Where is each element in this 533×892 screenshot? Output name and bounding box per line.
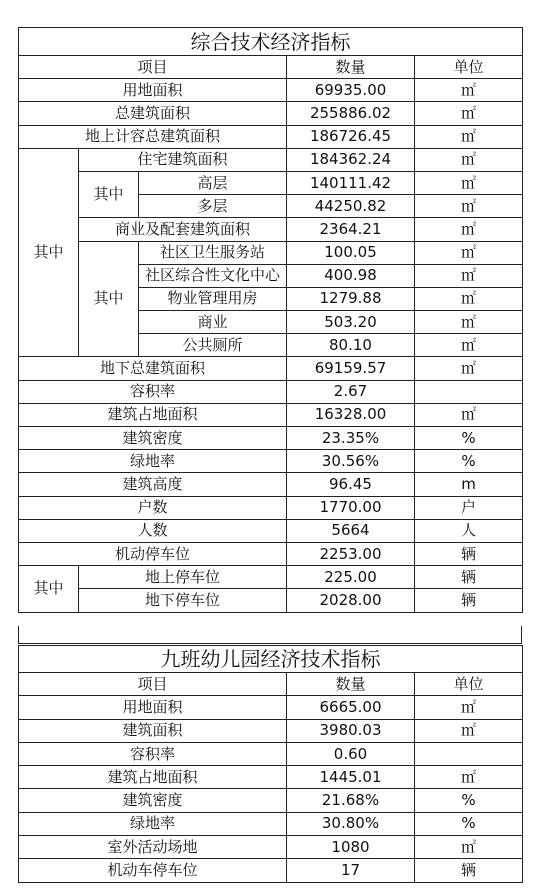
- table-row: [19, 241, 523, 264]
- row-item: 绿地率: [19, 812, 287, 835]
- row-qty: 2364.21: [287, 218, 415, 241]
- row-qty: 0.60: [287, 742, 415, 765]
- row-qty: 503.20: [287, 311, 415, 334]
- table-row: [19, 859, 523, 882]
- header-unit: 单位: [415, 673, 523, 696]
- row-item: 地上停车位: [79, 566, 287, 589]
- row-qty: 6665.00: [287, 696, 415, 719]
- row-unit: ㎡: [415, 241, 523, 264]
- row-item: 户数: [19, 496, 287, 519]
- row-qty: 1279.88: [287, 287, 415, 310]
- row-item: 高层: [139, 171, 287, 194]
- row-qty: 80.10: [287, 334, 415, 357]
- row-item: 物业管理用房: [139, 287, 287, 310]
- row-qty: 69159.57: [287, 357, 415, 380]
- table-row: [19, 519, 523, 542]
- row-unit: %: [415, 812, 523, 835]
- row-item: 建筑密度: [19, 427, 287, 450]
- row-qty: 96.45: [287, 473, 415, 496]
- row-item: 多层: [139, 195, 287, 218]
- row-unit: ㎡: [415, 171, 523, 194]
- row-unit: 辆: [415, 589, 523, 612]
- comprehensive-indicators-table: [18, 27, 523, 613]
- row-item: 用地面积: [19, 79, 287, 102]
- table-row: [19, 427, 523, 450]
- row-unit: 辆: [415, 566, 523, 589]
- row-unit: 户: [415, 496, 523, 519]
- table-row: [19, 125, 523, 148]
- header-row: [19, 673, 523, 696]
- row-unit: [415, 742, 523, 765]
- row-item: 建筑密度: [19, 789, 287, 812]
- table-title-row: [19, 28, 523, 56]
- row-item: 地上计容总建筑面积: [19, 125, 287, 148]
- row-unit: ㎡: [415, 264, 523, 287]
- row-qty: 186726.45: [287, 125, 415, 148]
- row-qty: 400.98: [287, 264, 415, 287]
- row-item: 建筑高度: [19, 473, 287, 496]
- row-unit: %: [415, 427, 523, 450]
- group-label-qizhong: 其中: [19, 566, 79, 612]
- header-row: [19, 56, 523, 79]
- row-item: 容积率: [19, 742, 287, 765]
- row-item: 绿地率: [19, 450, 287, 473]
- row-qty: 100.05: [287, 241, 415, 264]
- header-item: 项目: [19, 56, 287, 79]
- kindergarten-indicators-table: [18, 645, 523, 883]
- row-unit: [415, 380, 523, 403]
- row-qty: 1080: [287, 836, 415, 859]
- row-item: 建筑面积: [19, 719, 287, 742]
- header-unit: 单位: [415, 56, 523, 79]
- table-row: [19, 102, 523, 125]
- table-row: [19, 171, 523, 194]
- row-unit: ㎡: [415, 311, 523, 334]
- row-qty: 225.00: [287, 566, 415, 589]
- row-item: 用地面积: [19, 696, 287, 719]
- table-title-row: [19, 646, 523, 673]
- row-unit: ㎡: [415, 766, 523, 789]
- table-row: [19, 380, 523, 403]
- row-item: 住宅建筑面积: [79, 148, 287, 171]
- row-qty: 1770.00: [287, 496, 415, 519]
- row-qty: 5664: [287, 519, 415, 542]
- row-unit: ㎡: [415, 125, 523, 148]
- table-row: [19, 473, 523, 496]
- row-unit: ㎡: [415, 403, 523, 426]
- row-item: 地下总建筑面积: [19, 357, 287, 380]
- table-row: [19, 79, 523, 102]
- table-row: [19, 766, 523, 789]
- row-qty: 140111.42: [287, 171, 415, 194]
- row-item: 人数: [19, 519, 287, 542]
- row-unit: ㎡: [415, 102, 523, 125]
- row-unit: %: [415, 450, 523, 473]
- row-unit: ㎡: [415, 79, 523, 102]
- row-unit: 人: [415, 519, 523, 542]
- row-qty: 2253.00: [287, 542, 415, 565]
- row-item: 机动车停车位: [19, 859, 287, 882]
- table-row: [19, 742, 523, 765]
- row-unit: ㎡: [415, 357, 523, 380]
- table-row: [19, 218, 523, 241]
- table-row: [19, 566, 523, 589]
- table-spacer-row: [18, 626, 522, 644]
- row-qty: 16328.00: [287, 403, 415, 426]
- row-item: 室外活动场地: [19, 836, 287, 859]
- row-unit: m: [415, 473, 523, 496]
- row-unit: 辆: [415, 542, 523, 565]
- row-unit: 辆: [415, 859, 523, 882]
- table-title: 九班幼儿园经济技术指标: [19, 646, 523, 673]
- row-qty: 255886.02: [287, 102, 415, 125]
- row-item: 地下停车位: [79, 589, 287, 612]
- row-unit: ㎡: [415, 696, 523, 719]
- table-row: [19, 789, 523, 812]
- table-row: [19, 403, 523, 426]
- row-item: 社区卫生服务站: [139, 241, 287, 264]
- row-unit: ㎡: [415, 195, 523, 218]
- row-unit: %: [415, 789, 523, 812]
- row-item: 商业: [139, 311, 287, 334]
- row-qty: 2028.00: [287, 589, 415, 612]
- header-item: 项目: [19, 673, 287, 696]
- row-unit: ㎡: [415, 334, 523, 357]
- row-item: 容积率: [19, 380, 287, 403]
- row-qty: 21.68%: [287, 789, 415, 812]
- row-qty: 3980.03: [287, 719, 415, 742]
- table-row: [19, 696, 523, 719]
- table-row: [19, 836, 523, 859]
- table-row: [19, 357, 523, 380]
- table-row: [19, 496, 523, 519]
- row-qty: 1445.01: [287, 766, 415, 789]
- row-item: 商业及配套建筑面积: [79, 218, 287, 241]
- row-qty: 2.67: [287, 380, 415, 403]
- row-qty: 44250.82: [287, 195, 415, 218]
- row-qty: 69935.00: [287, 79, 415, 102]
- subgroup-label-qizhong: 其中: [79, 171, 139, 217]
- row-item: 总建筑面积: [19, 102, 287, 125]
- table-row: [19, 812, 523, 835]
- row-qty: 17: [287, 859, 415, 882]
- table-row: [19, 589, 523, 612]
- row-unit: ㎡: [415, 218, 523, 241]
- header-qty: 数量: [287, 56, 415, 79]
- row-item: 建筑占地面积: [19, 403, 287, 426]
- group-label-qizhong: 其中: [19, 148, 79, 357]
- table-row: [19, 542, 523, 565]
- row-qty: 30.56%: [287, 450, 415, 473]
- row-item: 机动停车位: [19, 542, 287, 565]
- row-unit: ㎡: [415, 148, 523, 171]
- row-unit: ㎡: [415, 719, 523, 742]
- header-qty: 数量: [287, 673, 415, 696]
- row-item: 社区综合性文化中心: [139, 264, 287, 287]
- row-unit: ㎡: [415, 836, 523, 859]
- row-item: 公共厕所: [139, 334, 287, 357]
- table-row: [19, 148, 523, 171]
- row-item: 建筑占地面积: [19, 766, 287, 789]
- table-title: 综合技术经济指标: [19, 28, 523, 56]
- subgroup-label-qizhong: 其中: [79, 241, 139, 357]
- table-row: [19, 719, 523, 742]
- table-row: [19, 450, 523, 473]
- row-unit: ㎡: [415, 287, 523, 310]
- row-qty: 184362.24: [287, 148, 415, 171]
- row-qty: 23.35%: [287, 427, 415, 450]
- row-qty: 30.80%: [287, 812, 415, 835]
